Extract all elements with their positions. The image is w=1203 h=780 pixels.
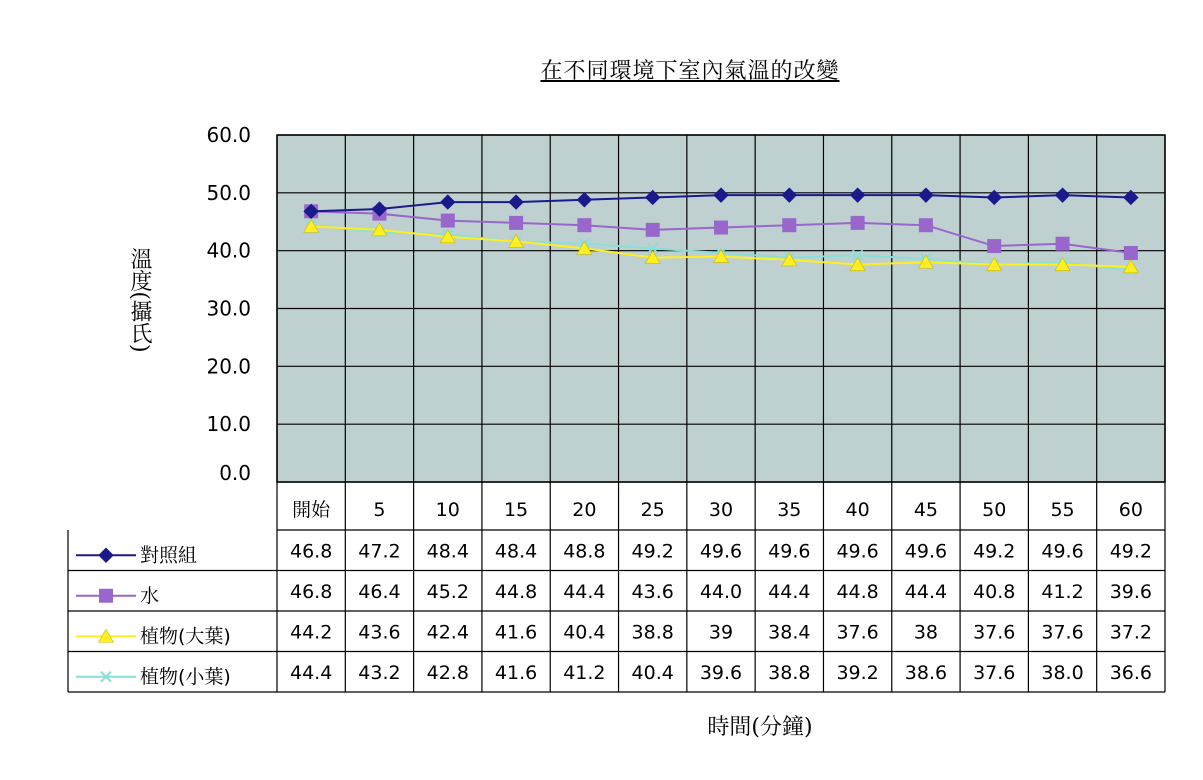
x-tick-label: 30 <box>708 499 734 521</box>
data-label: 44.0 <box>699 580 743 603</box>
data-label: 41.6 <box>494 621 538 644</box>
data-label: 37.6 <box>836 621 879 644</box>
data-label: 37.6 <box>973 661 1016 684</box>
data-label: 37.6 <box>973 621 1016 644</box>
x-tick-label: 20 <box>572 499 597 521</box>
data-label: 44.4 <box>904 580 948 603</box>
data-label: 39.6 <box>1109 580 1153 603</box>
data-label: 44.8 <box>836 580 879 603</box>
data-label: 48.4 <box>426 540 469 563</box>
chart-title: 在不同環境下室內氣溫的改變 <box>540 59 840 84</box>
data-label: 40.4 <box>563 621 606 644</box>
data-label: 49.2 <box>973 540 1016 563</box>
data-label: 39.6 <box>699 661 743 684</box>
data-table <box>68 499 1165 692</box>
data-label: 39.2 <box>836 661 879 684</box>
data-label: 44.8 <box>494 580 538 603</box>
series-1-point <box>441 214 454 227</box>
x-tick-label: 25 <box>640 499 665 521</box>
y-tick-label: 40.0 <box>206 238 251 263</box>
legend-key-marker <box>100 589 113 602</box>
series-1-point <box>988 240 1001 253</box>
x-tick-label: 40 <box>845 499 870 521</box>
data-label: 38 <box>913 621 939 644</box>
data-label: 46.8 <box>289 580 333 603</box>
x-tick-label: 50 <box>982 499 1007 521</box>
data-label: 43.6 <box>358 621 401 644</box>
data-label: 38.6 <box>904 661 948 684</box>
data-label: 40.8 <box>973 580 1016 603</box>
data-label: 41.2 <box>1041 580 1084 603</box>
x-tick-label: 10 <box>435 499 460 521</box>
legend-series-name: 對照組 <box>140 544 198 567</box>
series-1-point <box>1056 237 1069 250</box>
data-label: 49.6 <box>768 540 811 563</box>
data-label: 49.6 <box>904 540 948 563</box>
x-tick-label: 35 <box>777 499 802 521</box>
y-tick-label: 60.0 <box>206 123 251 147</box>
x-tick-label: 開始 <box>292 499 331 521</box>
x-tick-label: 15 <box>503 499 529 521</box>
data-label: 49.6 <box>836 540 879 563</box>
data-label: 38.0 <box>1041 661 1084 684</box>
data-label: 47.2 <box>358 540 401 563</box>
data-label: 49.6 <box>1041 540 1084 563</box>
x-tick-label: 45 <box>913 499 939 521</box>
x-tick-label: 55 <box>1050 499 1075 521</box>
data-label: 49.2 <box>1109 540 1153 563</box>
y-tick-label: 20.0 <box>206 354 251 379</box>
series-1-point <box>715 221 728 234</box>
data-label: 37.2 <box>1109 621 1153 644</box>
data-label: 44.4 <box>289 661 333 684</box>
data-label: 42.8 <box>426 661 469 684</box>
data-label: 45.2 <box>426 580 469 603</box>
data-label: 48.4 <box>494 540 538 563</box>
y-tick-label: 0.0 <box>219 461 251 485</box>
data-label: 36.6 <box>1109 661 1153 684</box>
data-label: 37.6 <box>1041 621 1084 644</box>
data-label: 44.4 <box>768 580 811 603</box>
x-tick-label: 60 <box>1118 499 1143 521</box>
legend-series-name: 植物(小葉) <box>140 665 231 688</box>
data-label: 42.4 <box>426 621 469 644</box>
legend-series-name: 水 <box>140 584 160 607</box>
y-tick-label: 10.0 <box>206 412 251 437</box>
legend-key-marker <box>99 548 113 562</box>
data-label: 44.4 <box>563 580 606 603</box>
data-label: 38.8 <box>768 661 811 684</box>
y-tick-label: 50.0 <box>206 180 251 205</box>
series-1-point <box>851 216 864 229</box>
plot-area <box>206 123 1165 530</box>
data-label: 41.2 <box>563 661 606 684</box>
data-label: 46.8 <box>289 540 333 563</box>
legend-series-name: 植物(大葉) <box>140 625 231 648</box>
data-label: 38.8 <box>631 621 674 644</box>
y-tick-label: 30.0 <box>206 296 251 321</box>
data-label: 48.8 <box>563 540 606 563</box>
data-label: 43.2 <box>358 661 401 684</box>
data-label: 40.4 <box>631 661 674 684</box>
data-label: 41.6 <box>494 661 538 684</box>
series-1-point <box>919 219 932 232</box>
x-tick-label: 5 <box>373 499 386 521</box>
series-1-point <box>1124 246 1137 259</box>
x-axis-label: 時間(分鐘) <box>707 715 813 740</box>
data-label: 46.4 <box>358 580 401 603</box>
series-1-point <box>510 216 523 229</box>
data-label: 43.6 <box>631 580 674 603</box>
data-label: 38.4 <box>768 621 811 644</box>
data-label: 39 <box>708 621 734 644</box>
data-label: 49.2 <box>631 540 674 563</box>
y-axis-label: 溫度(攝氏) <box>127 247 152 353</box>
series-1-point <box>578 219 591 232</box>
data-label: 44.2 <box>289 621 333 644</box>
series-1-point <box>783 219 796 232</box>
data-label: 49.6 <box>699 540 743 563</box>
series-1-point <box>646 223 659 236</box>
